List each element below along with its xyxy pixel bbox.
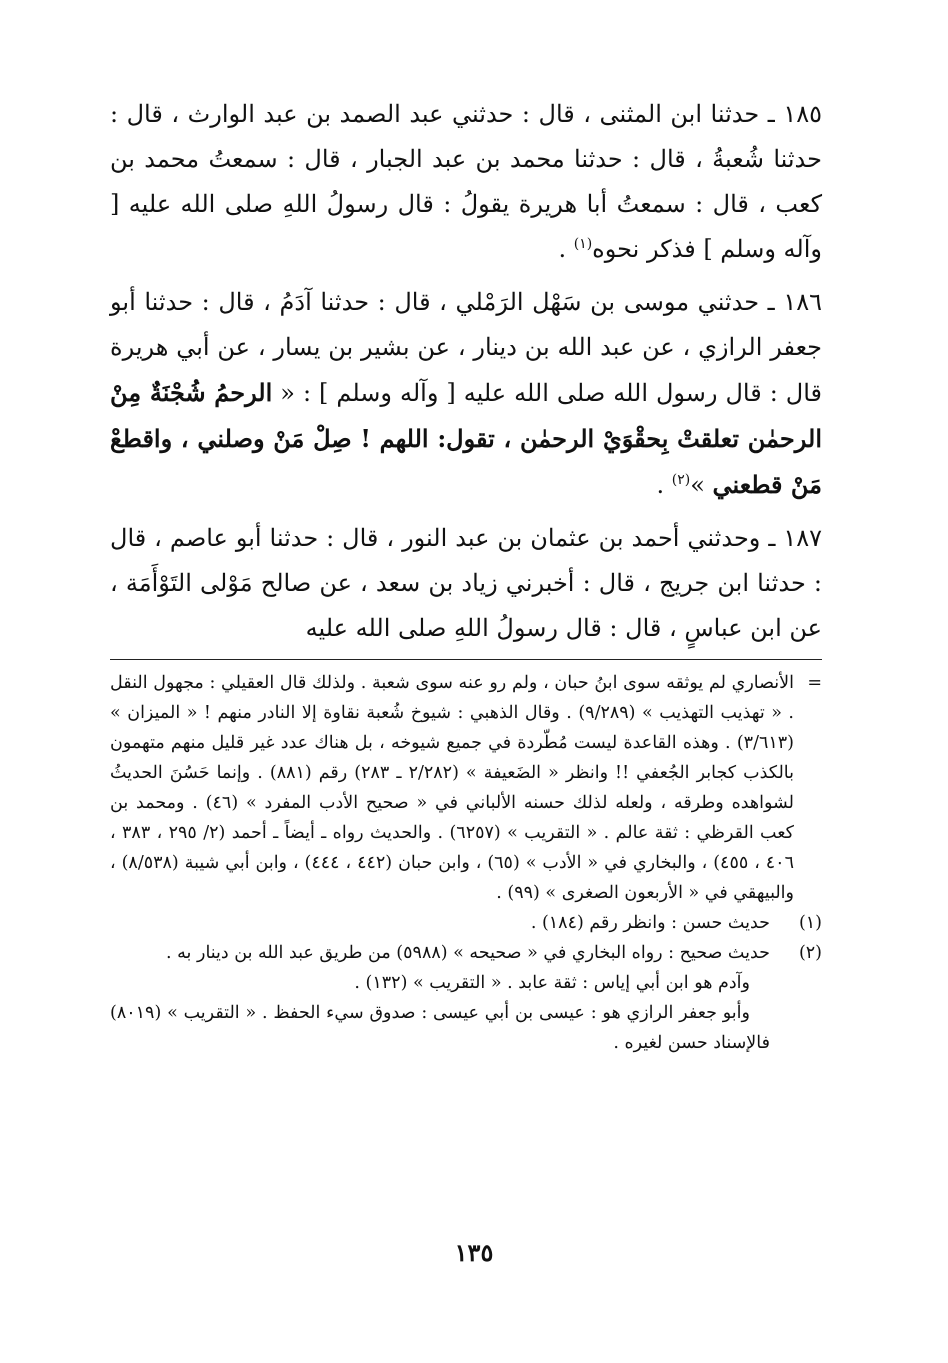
page-number: ١٣٥: [454, 1238, 494, 1267]
hadith-185: [110, 92, 822, 272]
footnote-2-line-adam: وآدم هو ابن أبي إياس : ثقة عابد . « التقريب » (١٣٢) .: [354, 973, 750, 993]
quote-close: »: [690, 471, 713, 499]
continuation-mark: =: [807, 673, 822, 693]
hadith-text: حدثني موسى بن سَهْل الرَمْلي ، قال : حدثنا آدَمُ ، قال : حدثنا أبو جعفر الرازي ، عن عبد الله بن دينار ، عن بشير بن يسار ، عن أبي هريرة قال : قال رسول الله صلى الله عليه [ وآله وسلم ] : «: [110, 288, 822, 407]
main-text: [110, 92, 822, 651]
hadith-matn: الرحمُ شُجْنَةٌ مِنْ الرحمٰن تعلقتْ بِحقْوَيْ الرحمٰن ، تقول: اللهم ! صِلْ مَنْ وصلني ، واقطعْ مَنْ قطعني: [110, 378, 822, 499]
footnote-text: حديث صحيح : رواه البخاري في « صحيحه » (٥٩٨٨) من طريق عبد الله بن دينار به .: [166, 943, 770, 963]
hadith-end: .: [656, 471, 672, 499]
hadith-text: حدثنا ابن المثنى ، قال : حدثني عبد الصمد بن عبد الوارث ، قال : حدثنا شُعبةُ ، قال : حدثنا محمد بن عبد الجبار ، قال : سمعتُ محمد بن كعب ، قال : سمعتُ أبا هريرة يقولُ : قال رسولُ اللهِ صلى الله عليه [ وآله وسلم ] فذكر نحوه: [110, 100, 822, 263]
page-body: [110, 92, 822, 1058]
footnote-2: [110, 938, 822, 968]
footnotes: [110, 668, 822, 1058]
footnote-divider: [110, 659, 822, 660]
hadith-187: [110, 516, 822, 651]
hadith-186: [110, 280, 822, 508]
hadith-text: وحدثني أحمد بن عثمان بن عبد النور ، قال : حدثنا أبو عاصم ، قال : حدثنا ابن جريج ، قال : أخبرني زياد بن سعد ، عن صالح مَوْلى التَوْأَمَة ، عن ابن عباسٍ ، قال : قال رسولُ اللهِ صلى الله عليه: [110, 524, 822, 642]
footnote-continuation: [110, 668, 822, 908]
hadith-number: ١٨٥ ـ: [767, 100, 822, 128]
footnote-ref: (١): [573, 236, 593, 252]
hadith-number: ١٨٦ ـ: [767, 288, 822, 316]
footnote-number: (١): [798, 913, 822, 933]
footnote-ref: (٢): [671, 472, 691, 488]
footnote-2-line-razi: وأبو جعفر الرازي هو : عيسى بن أبي عيسى : صدوق سيء الحفظ . « التقريب » (٨٠١٩) فالإسناد حسن لغيره .: [110, 1003, 770, 1053]
footnote-text: حديث حسن : وانظر رقم (١٨٤) .: [530, 913, 770, 933]
footnote-number: (٢): [798, 943, 822, 963]
hadith-end: .: [558, 235, 574, 263]
continuation-text: الأنصاري لم يوثقه سوى ابنُ حبان ، ولم رو عنه سوى شعبة . ولذلك قال العقيلي : مجهول النقل . « تهذيب التهذيب » (٩/٢٨٩) . وقال الذهبي : شيوخ شُعبة نقاوة إلا النادر منهم ! « الميزان » (٣/٦١٣) . وهذه القاعدة ليست مُطّردة في جميع شيوخه ، بل هناك عدد غير قليل منهم متهمون بالكذب كجابر الجُعفي !! وانظر « الضَعيفة » (٢/٢٨٢ ـ ٢٨٣) رقم (٨٨١) . وإنما حَسُنَ الحديثُ لشواهده وطرقه ، ولعله لذلك حسنه الألباني في « صحيح الأدب المفرد » (٤٦) . ومحمد بن كعب القرظي : ثقة عالم . « التقريب » (٦٢٥٧) . والحديث رواه ـ أيضاً ـ أحمد (٢/ ٢٩٥ ، ٣٨٣ ، ٤٠٦ ، ٤٥٥) ، والبخاري في « الأدب » (٦٥) ، وابن حبان (٤٤٢ ، ٤٤٤) ، وابن أبي شيبة (٨/٥٣٨) ، والبيهقي في « الأربعون الصغرى » (٩٩) .: [110, 673, 795, 903]
hadith-number: ١٨٧ ـ: [768, 524, 823, 552]
footnote-1: [110, 908, 822, 938]
